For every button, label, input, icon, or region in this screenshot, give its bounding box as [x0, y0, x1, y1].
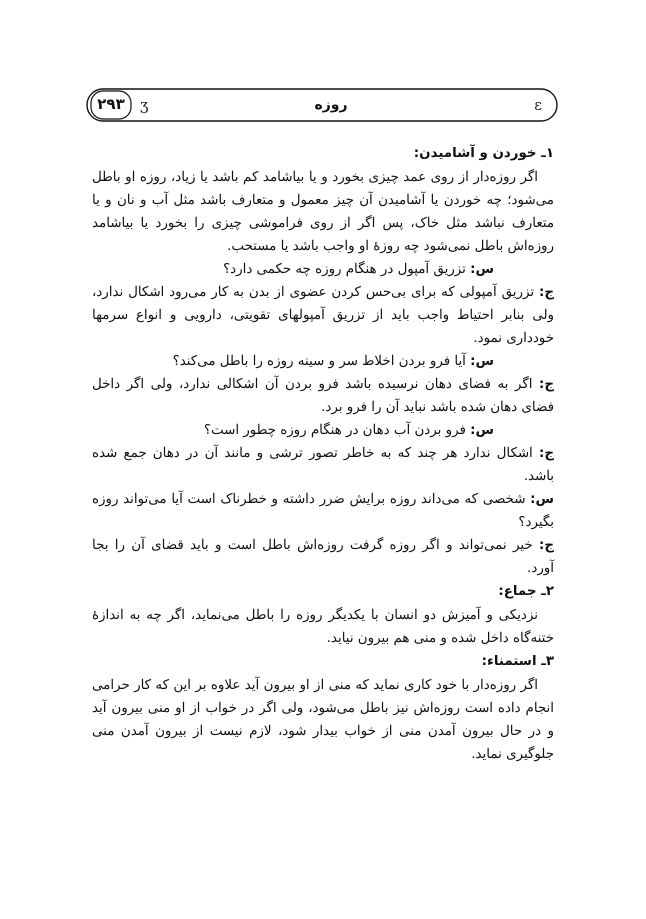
question-text: تزریق آمپول در هنگام روزه چه حکمی دارد؟	[223, 262, 466, 277]
ornament-left-icon: ʒ	[140, 96, 149, 114]
answer-text: خیر نمی‌تواند و اگر روزه گرفت روزه‌اش باطل است و باید قضای آن را بجا آورد.	[92, 538, 554, 576]
section-heading-1: ۱ـ خوردن و آشامیدن:	[413, 146, 554, 161]
running-title: روزه	[314, 97, 348, 113]
section-text-2: نزدیکی و آمیزش دو انسان با یکدیگر روزه را باطل می‌نماید، اگر چه به اندازهٔ ختنه‌گاه داخل شده و منی هم بیرون نیاید.	[92, 608, 554, 646]
question-2	[92, 350, 554, 373]
section-heading-3: ۳ـ استمناء:	[481, 654, 554, 669]
question-label: س:	[530, 492, 554, 507]
answer-text: اگر به فضای دهان نرسیده باشد فرو بردن آن اشکالی ندارد، ولی اگر داخل فضای دهان شده باشد نباید آن را فرو برد.	[92, 377, 554, 415]
question-text: شخصی که می‌داند روزه برایش ضرر داشته و خطرناک است آیا می‌تواند روزه بگیرد؟	[92, 492, 554, 530]
answer-label: ج:	[538, 377, 554, 392]
answer-2	[92, 373, 554, 419]
answer-label: ج:	[538, 538, 554, 553]
page-number: ۲۹۳	[97, 95, 125, 113]
question-label: س:	[470, 423, 494, 438]
section-text-1: اگر روزه‌دار از روی عمد چیزی بخورد و یا بیاشامد کم باشد یا زیاد، روزه او باطل می‌شود؛ چه خوردن یا آشامیدن آن چیز معمول و متعارف باشد مثل آب و نان و یا متعارف نباشد مثل خاک، پس اگر از روی فراموشی چیزی را بخورد یا بیاشامد روزه‌اش باطل نمی‌شود چه روزهٔ او واجب باشد یا مستحب.	[92, 170, 554, 254]
answer-3	[92, 442, 554, 488]
question-label: س:	[470, 354, 494, 369]
answer-label: ج:	[538, 285, 554, 300]
answer-1	[92, 281, 554, 350]
section-text-3: اگر روزه‌دار با خود کاری نماید که منی از او بیرون آید علاوه بر این که کار حرامی انجام داده است روزه‌اش نیز باطل می‌شود، ولی اگر در خواب از او منی بیرون آید و در حال بیرون آمدن منی از خواب بیدار شود، لازم نیست از بیرون آمدن منی جلوگیری نماید.	[92, 678, 554, 762]
question-4	[92, 488, 554, 534]
question-text: آیا فرو بردن اخلاط سر و سینه روزه را باطل می‌کند؟	[172, 354, 466, 369]
question-3	[92, 419, 554, 442]
answer-4	[92, 534, 554, 580]
answer-label: ج:	[538, 446, 554, 461]
question-label: س:	[470, 262, 494, 277]
section-heading-2: ۲ـ جماع:	[498, 584, 554, 599]
answer-text: اشکال ندارد هر چند که به خاطر تصور ترشی و مانند آن در دهان جمع شده باشد.	[92, 446, 554, 484]
answer-text: تزریق آمپولی که برای بی‌حس کردن عضوی از بدن به کار می‌رود اشکال ندارد، ولی بنابر احتیاط واجب باید از تزریق آمپولهای تقویتی، دارویی و انواع سرمها خودداری نمود.	[92, 285, 554, 346]
question-text: فرو بردن آب دهان در هنگام روزه چطور است؟	[203, 423, 466, 438]
ornament-right-icon: ɛ	[534, 96, 542, 114]
page-header	[86, 88, 558, 122]
page-content	[92, 142, 554, 766]
question-1	[92, 258, 554, 281]
